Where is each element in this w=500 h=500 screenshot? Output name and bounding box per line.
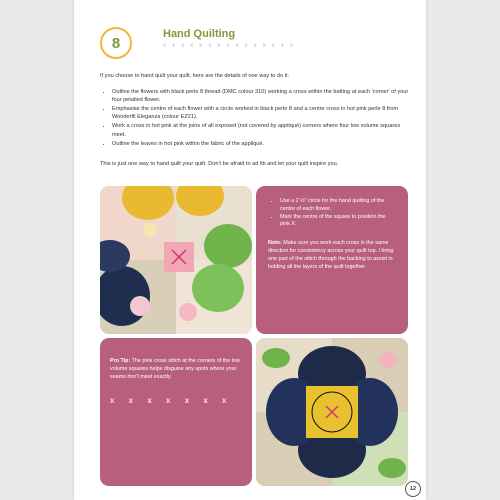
list-item: • Emphasise the centre of each flower with a circle worked in black perle 8 and a centre cross in hot pink perle 8 from Wonderfil Eleganza (colour EZ21). [112,105,412,121]
quilt-photo-closeup-illustration [256,338,408,486]
note-text: Make sure you work each cross in the same direction for consistency across your quilt top. I bring one part of the stitch through the backing to assist in holding all the layers of the quilt together. [268,240,394,270]
instruction-box [256,186,408,334]
list-item: • Mark the centre of the square to position the pink X. [280,214,396,230]
list-item: • Work a cross in hot pink at the joins of all exposed (not covered by appliqué) corners where four low volume squares meet. [112,122,412,138]
note-label: Note: [268,240,282,247]
page-number: 12 [409,486,417,492]
pro-tip-box [100,338,252,486]
pro-tip-label: Pro Tip: [110,358,131,364]
step-number: 8 [111,34,121,52]
note-paragraph [268,240,396,271]
title-decoration: x x x x x x x x x x x x x x x [163,43,296,49]
pro-tip-text: The pink cross stitch at the corners of the low volume squares helps disguise any spots where your seams don't meet exactly. [110,358,240,380]
document-page [74,0,426,500]
quilt-photo-flowers [100,186,252,334]
pro-tip-paragraph [110,358,242,381]
list-item: • Outline the leaves in hot pink within the fabric of the appliqué. [112,140,412,148]
section-title: Hand Quilting [163,28,236,40]
quilt-photo-closeup [256,338,408,486]
outro-paragraph: This is just one way to hand quilt your quilt. Don't be afraid to ad lib and let your quilt inspire you. [100,161,339,167]
box-bullet-list [268,198,396,229]
intro-paragraph: If you choose to hand quilt your quilt, here are the details of one way to do it. [100,73,290,79]
step-number-badge [100,27,132,59]
cross-stitch-decoration: x x x x x x x [110,396,233,406]
list-item: • Use a 2 ½" circle for the hand quilting of the centre of each flower. [280,198,396,214]
quilt-photo-flowers-illustration [100,186,252,334]
list-item: • Outline the flowers with black perle 8 thread (DMC colour 310) working a cross within the batting at each 'corner' of your four petalled flower. [112,88,412,104]
instruction-list [100,88,412,149]
page-number-badge [405,481,421,497]
